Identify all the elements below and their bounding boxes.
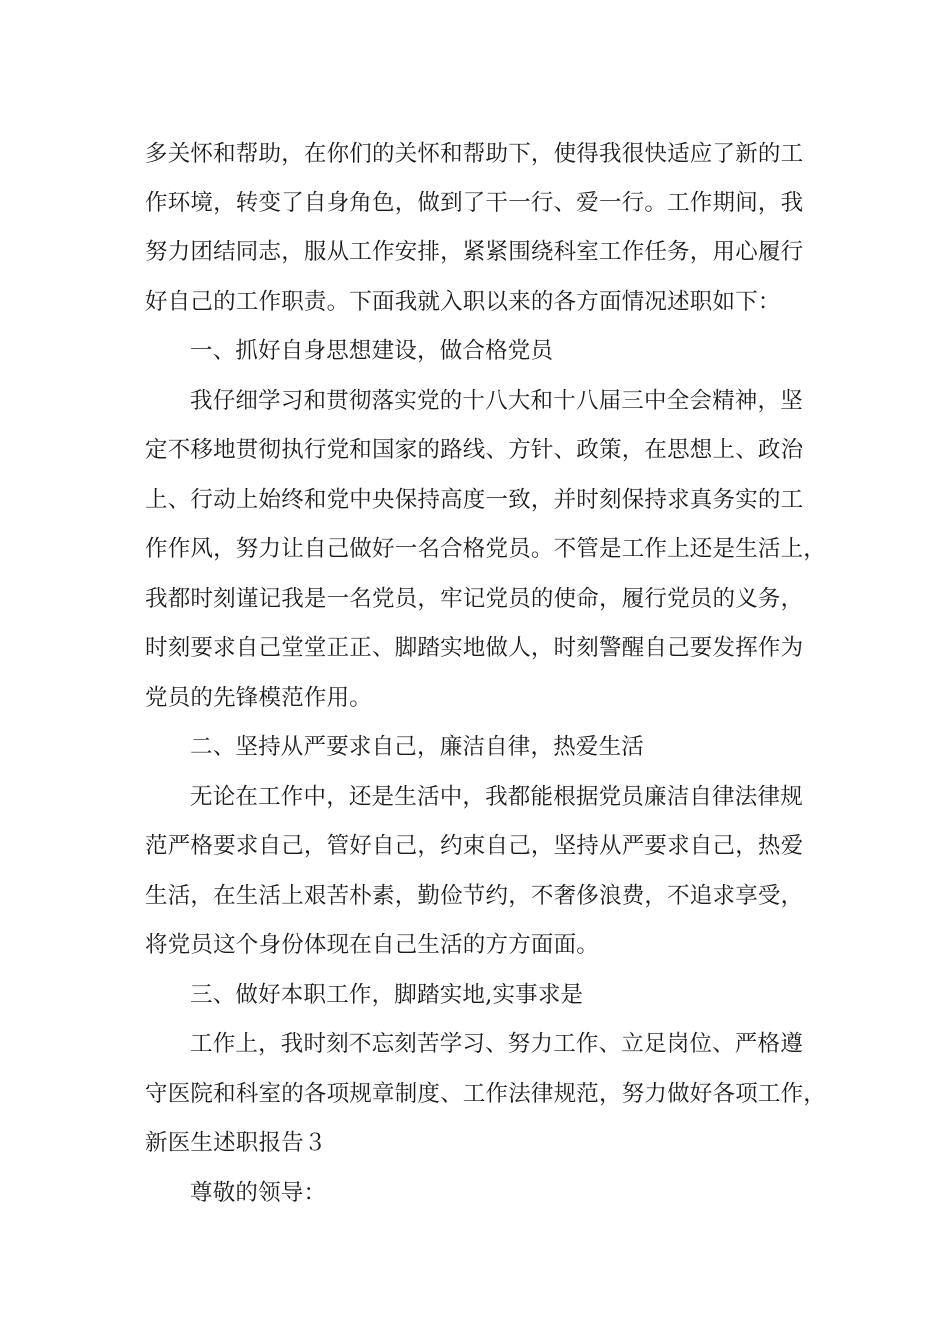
- body-line: 定不移地贯彻执行党和国家的路线、方针、政策，在思想上、政治: [145, 437, 804, 463]
- salutation: 尊敬的领导：: [190, 1180, 327, 1206]
- report-title: 新医生述职报告３: [145, 1130, 327, 1156]
- body-line: 我都时刻谨记我是一名党员，牢记党员的使命，履行党员的义务，: [145, 586, 804, 612]
- body-line: 多关怀和帮助，在你们的关怀和帮助下，使得我很快适应了新的工: [145, 141, 804, 167]
- body-line: 将党员这个身份体现在自己生活的方方面面。: [145, 932, 600, 958]
- section-heading: 三、做好本职工作，脚踏实地,实事求是: [190, 982, 584, 1008]
- body-line: 范严格要求自己，管好自己，约束自己，坚持从严要求自己，热爱: [145, 833, 804, 859]
- section-heading: 二、坚持从严要求自己，廉洁自律，热爱生活: [190, 734, 645, 760]
- body-line: 我仔细学习和贯彻落实党的十八大和十八届三中全会精神，坚: [190, 388, 803, 414]
- body-line: 上、行动上始终和党中央保持高度一致，并时刻保持求真务实的工: [145, 487, 804, 513]
- body-line: 党员的先锋模范作用。: [145, 685, 373, 711]
- body-line: 作作风，努力让自己做好一名合格党员。不管是工作上还是生活上，: [145, 536, 827, 562]
- body-line: 努力团结同志，服从工作安排，紧紧围绕科室工作任务，用心履行: [145, 239, 804, 265]
- section-heading: 一、抓好自身思想建设，做合格党员: [190, 338, 554, 364]
- body-line: 无论在工作中，还是生活中，我都能根据党员廉洁自律法律规: [190, 784, 803, 810]
- body-line: 生活，在生活上艰苦朴素，勤俭节约，不奢侈浪费，不追求享受，: [145, 883, 804, 909]
- body-line: 守医院和科室的各项规章制度、工作法律规范，努力做好各项工作，: [145, 1081, 827, 1107]
- body-line: 作环境，转变了自身角色，做到了干一行、爱一行。工作期间，我: [145, 190, 804, 216]
- body-line: 好自己的工作职责。下面我就入职以来的各方面情况述职如下：: [145, 289, 781, 315]
- body-line: 时刻要求自己堂堂正正、脚踏实地做人，时刻警醒自己要发挥作为: [145, 635, 804, 661]
- body-line: 工作上，我时刻不忘刻苦学习、努力工作、立足岗位、严格遵: [190, 1031, 803, 1057]
